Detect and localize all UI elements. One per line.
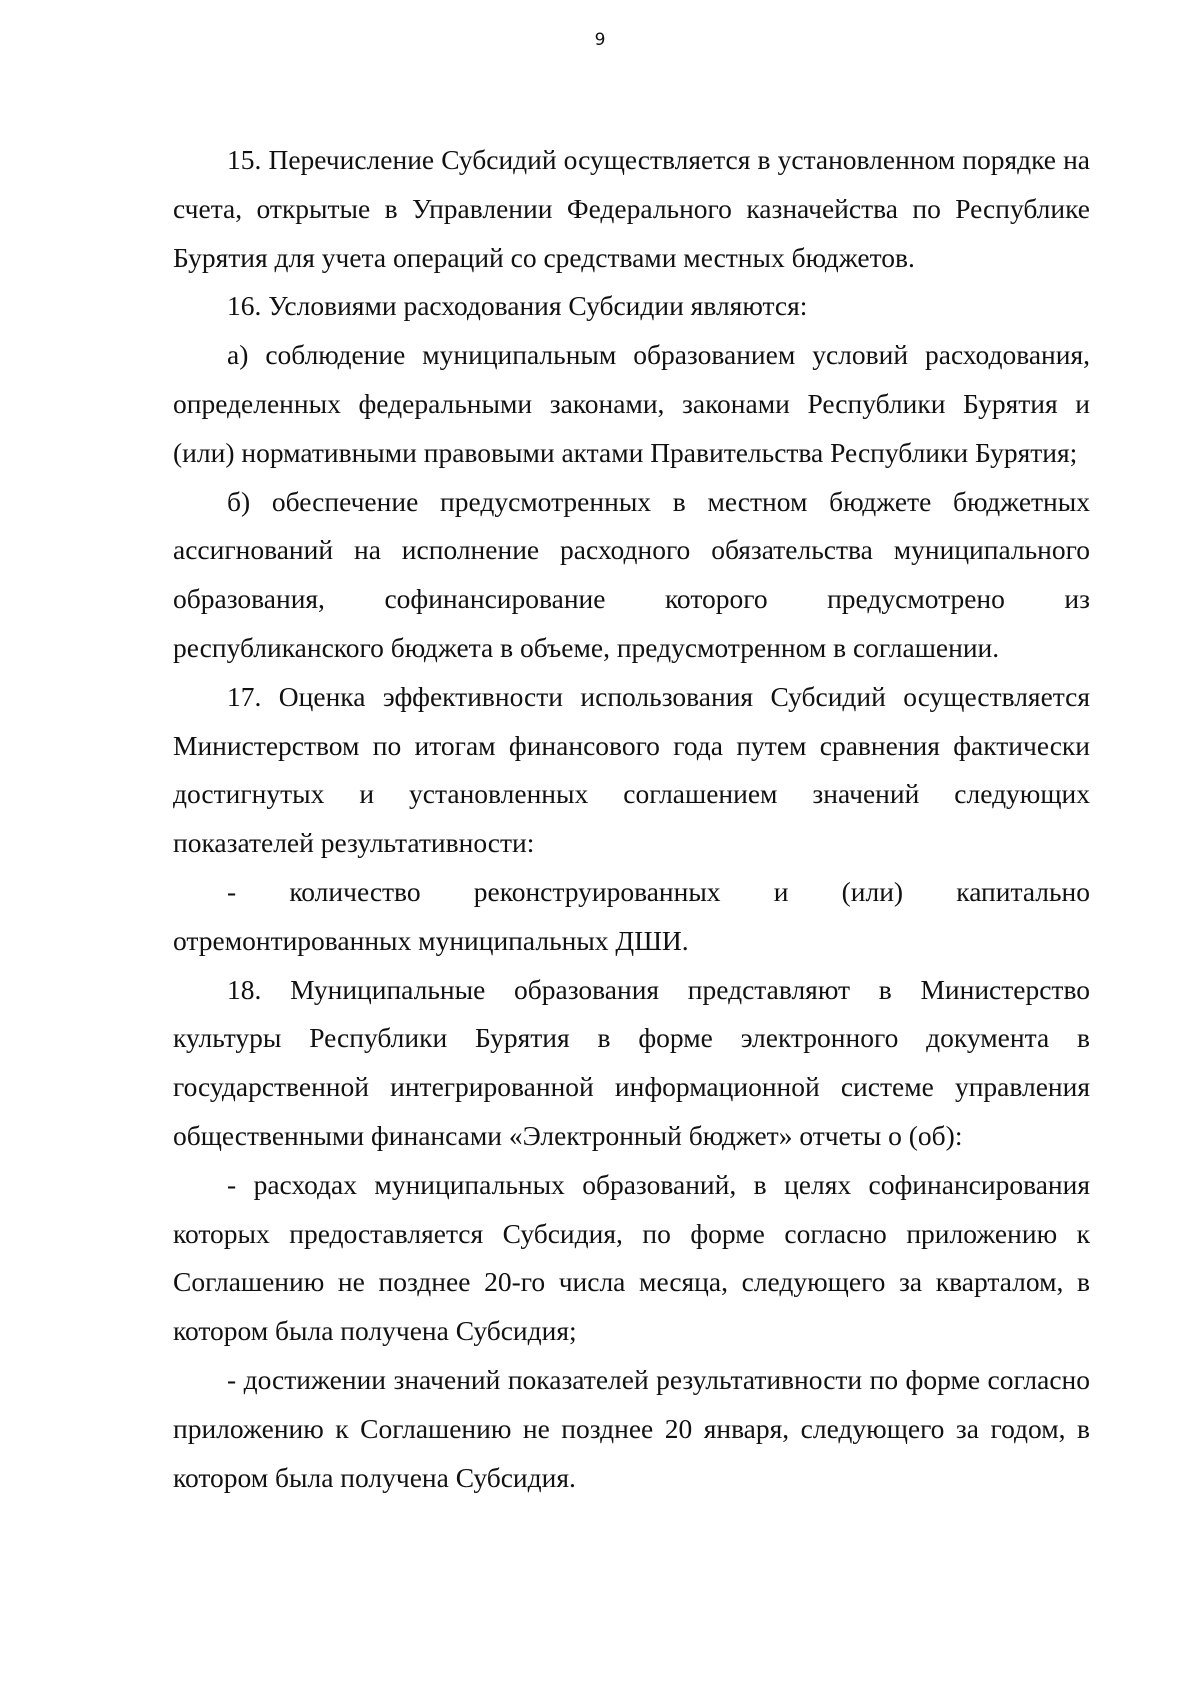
document-body [173,136,1090,1502]
paragraph-16: 16. Условиями расходования Субсидии являются: [227,290,808,322]
paragraph-16-b: б) обеспечение предусмотренных в местном бюджете бюджетных ассигнований на исполнение расходного обязательства муниципального образования, софинансирование которого предусмотрено из республиканского бюджета в объеме, предусмотренном в соглашении. [173,485,1090,663]
paragraph-17-indicator: - количество реконструированных и (или) капитально отремонтированных муниципальных ДШИ. [173,875,1090,956]
paragraph-16-a: а) соблюдение муниципальным образованием условий расходования, определенных федеральными законами, законами Республики Бурятия и (или) нормативными правовыми актами Правительства Республики Бурятия; [173,339,1090,468]
paragraph-18-results-report: - достижении значений показателей результативности по форме согласно приложению к Соглашению не позднее 20 января, следующего за годом, в котором была получена Субсидия. [173,1363,1090,1493]
paragraph-18-expenses-report: - расходах муниципальных образований, в целях софинансирования которых предоставляется Субсидия, по форме согласно приложению к Соглашению не позднее 20-го числа месяца, следующего за кварталом, в котором была получена Субсидия; [173,1168,1090,1347]
paragraph-17: 17. Оценка эффективности использования Субсидий осуществляется Министерством по итогам финансового года путем сравнения фактически достигнутых и установленных соглашением значений следующих показателей результативности: [173,680,1090,859]
paragraph-18: 18. Муниципальные образования представляют в Министерство культуры Республики Бурятия в форме электронного документа в государственной интегрированной информационной системе управления общественными финансами «Электронный бюджет» отчеты о (об): [173,973,1090,1151]
paragraph-15: 15. Перечисление Субсидий осуществляется в установленном порядке на счета, открытые в Управлении Федерального казначейства по Республике Бурятия для учета операций со средствами местных бюджетов. [173,144,1090,273]
page-number: 9 [594,30,606,50]
